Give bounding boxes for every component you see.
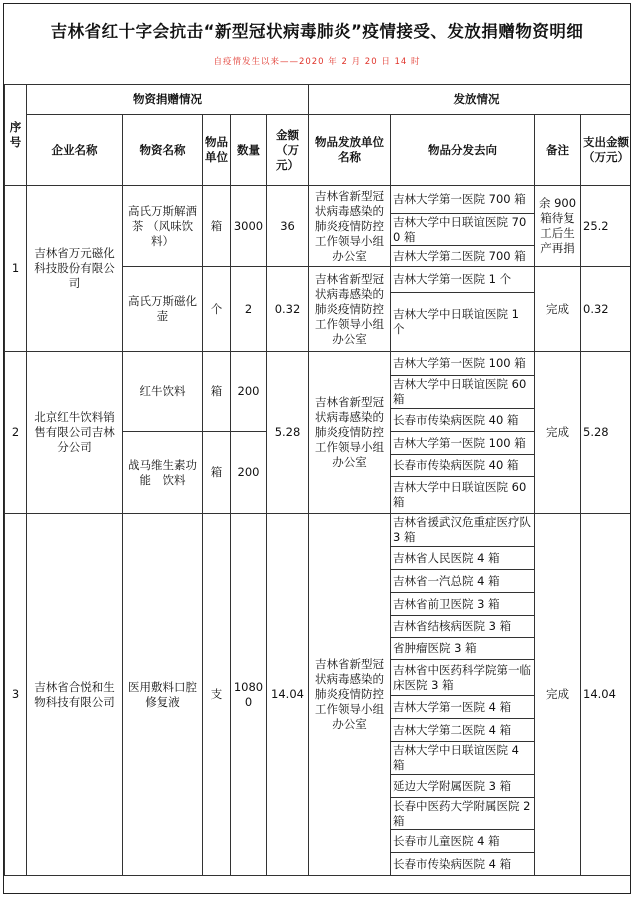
row-expense: 5.28: [581, 352, 631, 514]
row-amount: 5.28: [267, 352, 309, 514]
header-company: 企业名称: [27, 115, 123, 186]
row-amount: 36: [267, 186, 309, 267]
row-qty: 3000: [231, 186, 267, 267]
row-destination: 长春市传染病医院 40 箱: [391, 455, 535, 477]
row-item: 高氏万斯解酒茶 （风味饮料）: [123, 186, 203, 267]
row-dist-unit: 吉林省新型冠状病毒感染的肺炎疫情防控工作领导小组办公室: [309, 352, 391, 514]
row-seq: 1: [5, 186, 27, 352]
table-row: [5, 514, 632, 547]
header-row-columns: [5, 115, 632, 186]
header-seq: 序号: [5, 85, 27, 186]
row-destination: 吉林大学第一医院 4 箱: [391, 696, 535, 719]
header-destination: 物品分发去向: [391, 115, 535, 186]
row-expense: 14.04: [581, 514, 631, 876]
row-company: 吉林省万元磁化科技股份有限公司: [27, 186, 123, 352]
row-seq: 3: [5, 514, 27, 876]
row-remark: 完成: [535, 514, 581, 876]
row-destination: 吉林大学中日联谊医院 60 箱: [391, 477, 535, 514]
row-expense: 25.2: [581, 186, 631, 267]
table-row: [5, 186, 632, 214]
row-remark: 余 900 箱待复工后生产再捐: [535, 186, 581, 267]
row-qty: 200: [231, 352, 267, 432]
row-item: 高氏万斯磁化壶: [123, 267, 203, 352]
row-destination: 吉林大学第一医院 1 个: [391, 267, 535, 293]
header-row-groups: [5, 85, 632, 115]
row-destination: 吉林大学第二医院 4 箱: [391, 719, 535, 742]
row-destination: 省肿瘤医院 3 箱: [391, 638, 535, 660]
row-destination: 长春中医药大学附属医院 2 箱: [391, 798, 535, 830]
row-unit: 支: [203, 514, 231, 876]
row-destination: 吉林省前卫医院 3 箱: [391, 593, 535, 616]
row-item: 战马维生素功能 饮料: [123, 432, 203, 514]
document-page: [3, 3, 631, 894]
table-row: [5, 352, 632, 376]
donation-table: [4, 84, 631, 876]
header-dist-unit: 物品发放单位名称: [309, 115, 391, 186]
header-qty: 数量: [231, 115, 267, 186]
row-amount: 0.32: [267, 267, 309, 352]
row-remark: 完成: [535, 267, 581, 352]
row-destination: 延边大学附属医院 3 箱: [391, 775, 535, 798]
row-dist-unit: 吉林省新型冠状病毒感染的肺炎疫情防控工作领导小组办公室: [309, 514, 391, 876]
row-company: 北京红牛饮料销售有限公司吉林分公司: [27, 352, 123, 514]
row-destination: 长春市传染病医院 40 箱: [391, 409, 535, 432]
row-destination: 吉林大学第一医院 100 箱: [391, 432, 535, 455]
row-item: 红牛饮料: [123, 352, 203, 432]
row-qty: 10800: [231, 514, 267, 876]
row-destination: 吉林大学第二医院 700 箱: [391, 246, 535, 267]
document-title: 吉林省红十字会抗击“新型冠状病毒肺炎”疫情接受、发放捐赠物资明细: [50, 22, 584, 41]
header-amount: 金额（万元）: [267, 115, 309, 186]
row-destination: 长春市传染病医院 4 箱: [391, 853, 535, 876]
row-unit: 箱: [203, 432, 231, 514]
row-expense: 0.32: [581, 267, 631, 352]
header-remark: 备注: [535, 115, 581, 186]
row-destination: 吉林大学中日联谊医院 4 箱: [391, 742, 535, 775]
header-expense: 支出金额（万元）: [581, 115, 631, 186]
row-destination: 吉林大学中日联谊医院 60 箱: [391, 376, 535, 409]
row-unit: 箱: [203, 352, 231, 432]
row-destination: 吉林省中医药科学院第一临床医院 3 箱: [391, 660, 535, 696]
row-destination: 吉林大学第一医院 700 箱: [391, 186, 535, 214]
row-destination: 吉林省人民医院 4 箱: [391, 547, 535, 570]
row-qty: 200: [231, 432, 267, 514]
row-dist-unit: 吉林省新型冠状病毒感染的肺炎疫情防控工作领导小组办公室: [309, 267, 391, 352]
row-unit: 个: [203, 267, 231, 352]
row-destination: 吉林省援武汉危重症医疗队 3 箱: [391, 514, 535, 547]
header-unit: 物品单位: [203, 115, 231, 186]
header-item: 物资名称: [123, 115, 203, 186]
row-company: 吉林省合悦和生物科技有限公司: [27, 514, 123, 876]
row-item: 医用敷料口腔修复液: [123, 514, 203, 876]
header-distribution-group: 发放情况: [309, 85, 631, 115]
header-donation-group: 物资捐赠情况: [27, 85, 309, 115]
row-seq: 2: [5, 352, 27, 514]
row-destination: 吉林大学第一医院 100 箱: [391, 352, 535, 376]
document-subtitle: 自疫情发生以来——2020 年 2 月 20 日 14 时: [213, 57, 421, 67]
row-dist-unit: 吉林省新型冠状病毒感染的肺炎疫情防控工作领导小组办公室: [309, 186, 391, 267]
row-destination: 吉林大学中日联谊医院 1 个: [391, 293, 535, 352]
row-destination: 吉林大学中日联谊医院 700 箱: [391, 214, 535, 246]
row-qty: 2: [231, 267, 267, 352]
row-amount: 14.04: [267, 514, 309, 876]
row-destination: 吉林省结核病医院 3 箱: [391, 616, 535, 638]
row-destination: 长春市儿童医院 4 箱: [391, 830, 535, 853]
row-unit: 箱: [203, 186, 231, 267]
row-destination: 吉林省一汽总院 4 箱: [391, 570, 535, 593]
row-remark: 完成: [535, 352, 581, 514]
